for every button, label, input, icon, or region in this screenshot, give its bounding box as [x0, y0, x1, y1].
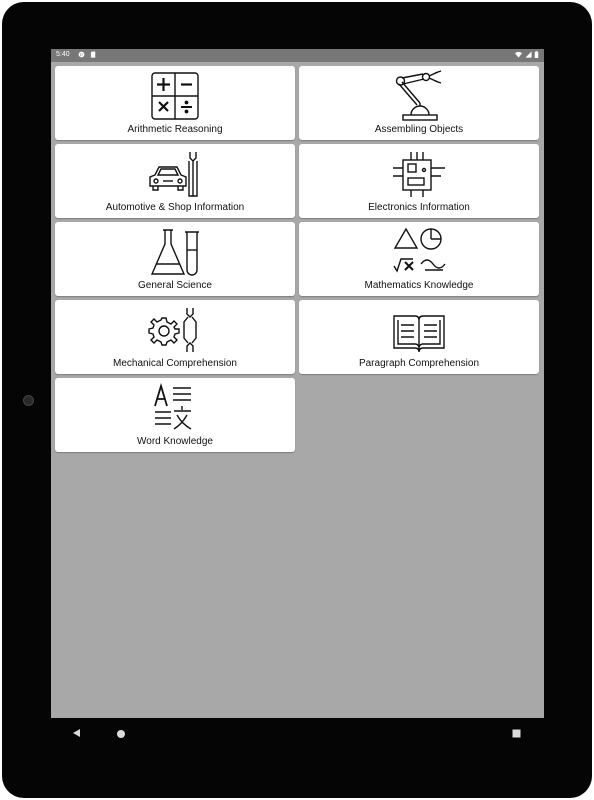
flask-icon	[147, 226, 203, 278]
category-card-general-science[interactable]	[55, 222, 295, 296]
gear-wrench-icon	[147, 304, 203, 356]
status-time: 5:40	[56, 51, 70, 58]
category-label: Arithmetic Reasoning	[127, 124, 223, 135]
battery-icon	[534, 51, 539, 58]
wifi-icon	[515, 51, 522, 58]
robot-arm-icon	[391, 70, 447, 122]
sim-icon	[90, 51, 97, 58]
category-card-mechanical-comprehension[interactable]	[55, 300, 295, 374]
arithmetic-icon	[147, 70, 203, 122]
category-label: Word Knowledge	[137, 436, 213, 447]
category-label: Automotive & Shop Information	[105, 202, 245, 213]
front-camera	[23, 395, 34, 406]
category-label: Paragraph Comprehension	[358, 358, 480, 369]
category-card-automotive-shop-information[interactable]	[55, 144, 295, 218]
category-label: Mathematics Knowledge	[364, 280, 474, 291]
cellular-icon	[525, 51, 532, 58]
status-bar	[51, 49, 544, 62]
category-card-assembling-objects[interactable]	[299, 66, 539, 140]
category-label: Electronics Information	[368, 202, 470, 213]
category-label: Assembling Objects	[374, 124, 464, 135]
home-icon[interactable]	[116, 729, 126, 739]
category-card-paragraph-comprehension[interactable]	[299, 300, 539, 374]
category-card-electronics-information[interactable]	[299, 144, 539, 218]
svg-text:P: P	[80, 52, 83, 58]
navigation-bar	[51, 718, 544, 750]
app-screen	[51, 49, 544, 718]
category-label: Mechanical Comprehension	[113, 358, 237, 369]
notification-icon	[78, 51, 85, 58]
car-wrench-icon	[147, 148, 203, 200]
recents-icon[interactable]	[512, 729, 521, 738]
math-shapes-icon	[391, 226, 447, 278]
circuit-icon	[391, 148, 447, 200]
back-icon[interactable]	[72, 728, 82, 738]
translate-icon	[147, 382, 203, 434]
category-card-arithmetic-reasoning[interactable]	[55, 66, 295, 140]
category-card-mathematics-knowledge[interactable]	[299, 222, 539, 296]
open-book-icon	[391, 304, 447, 356]
category-card-word-knowledge[interactable]	[55, 378, 295, 452]
category-label: General Science	[138, 280, 212, 291]
